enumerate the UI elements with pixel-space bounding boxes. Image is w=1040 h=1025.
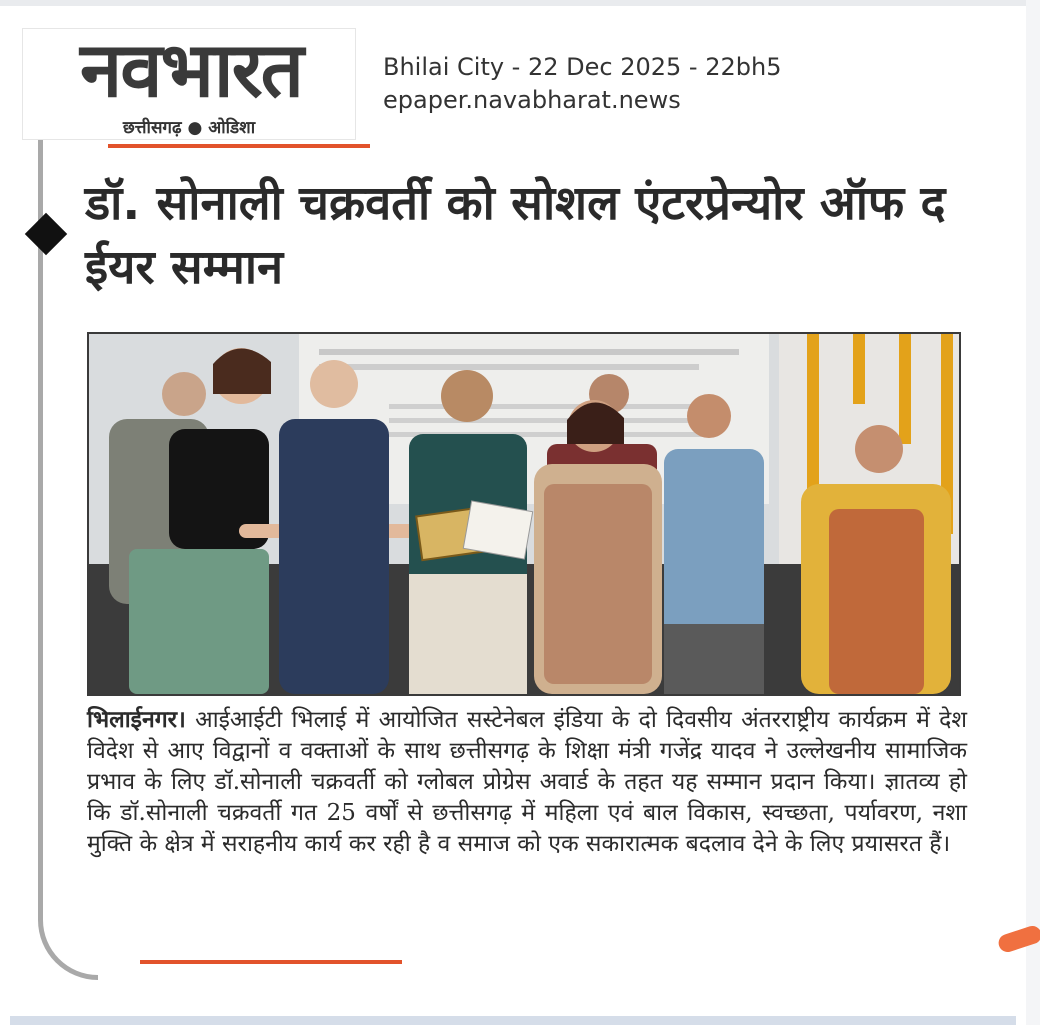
masthead-logo (22, 25, 356, 140)
masthead-underline (108, 144, 370, 148)
body-underline (140, 960, 402, 964)
bottom-toolbar-strip (10, 1016, 1016, 1025)
logo-subtitle: छत्तीसगढ़ ● ओडिशा (122, 118, 256, 138)
epaper-site: epaper.navabharat.news (383, 86, 681, 114)
award-ceremony-photo (89, 334, 959, 694)
right-scroll-rail (1026, 0, 1040, 1025)
article-body-text: आईआईटी भिलाई में आयोजित सस्टेनेबल इंडिया के दो दिवसीय अंतरराष्ट्रीय कार्यक्रम में देश विदेश से आए विद्वानों व वक्ताओं के साथ छत्तीसगढ़ के शिक्षा मंत्री गजेंद्र यादव ने उल्लेखनीय सामाजिक प्रभाव के लिए डॉ.सोनाली चक्रवर्ती को ग्लोबल प्रोग्रेस अवार्ड के तहत यह सम्मान प्रदान किया। ज्ञातव्य हो कि डॉ.सोनाली चक्रवर्ती गत 25 वर्षों से छत्तीसगढ़ में महिला एवं बाल विकास, स्वच्छता, पर्यावरण, नशा मुक्ति के क्षेत्र में सराहनीय कार्य कर रही है व समाज को एक सकारात्मक बदलाव देने के लिए प्रयासरत हैं। (87, 707, 968, 857)
top-strip (0, 0, 1040, 6)
edition-line: Bhilai City - 22 Dec 2025 - 22bh5 (383, 53, 782, 81)
article-headline: डॉ. सोनाली चक्रवर्ती को सोशल एंटरप्रेन्योर ऑफ द ईयर सम्मान (85, 176, 946, 295)
article-body (87, 704, 967, 860)
article-photo (87, 332, 961, 696)
logo-wordmark: नवभारत (80, 25, 302, 114)
article-dateline: भिलाईनगर। (87, 706, 186, 733)
